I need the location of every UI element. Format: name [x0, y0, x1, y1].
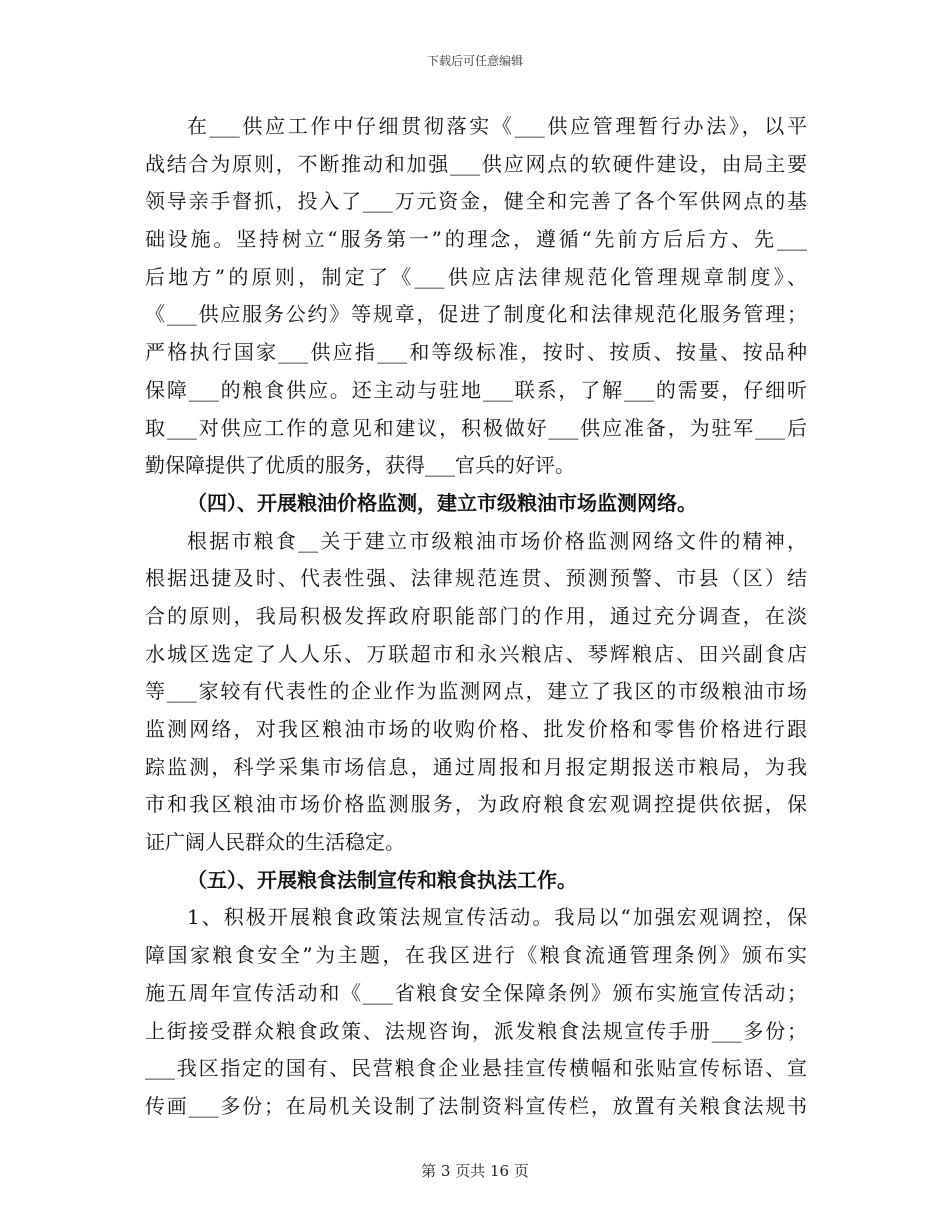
text-line: 证广阔人民群众的生活稳定。	[145, 830, 405, 855]
text-line: 监测网络，对我区粮油市场的收购价格、批发价格和零售价格进行跟	[145, 717, 807, 741]
page-footer: 第 3 页共 16 页	[421, 1162, 529, 1180]
text-line: 在___供应工作中仔细贯彻落实《___供应管理暂行办法》，以平	[187, 114, 807, 138]
text-line: ___我区指定的国有、民营粮食企业悬挂宣传横幅和张贴宣传标语、宣	[145, 1056, 807, 1081]
text-line: 踪监测，科学采集市场信息，通过周报和月报定期报送市粮局，为我	[145, 754, 807, 779]
text-line: 1、积极开展粮食政策法规宣传活动。我局以“加强宏观调控，保	[187, 905, 807, 930]
section-heading: （五）、开展粮食法制宣传和粮食执法工作。	[187, 867, 577, 892]
text-line: 传画___多份；在局机关设制了法制资料宣传栏，放置有关粮食法规书	[145, 1093, 807, 1118]
text-line: 市和我区粮油市场价格监测服务，为政府粮食宏观调控提供依据，保	[145, 792, 807, 817]
text-line: 上街接受群众粮食政策、法规咨询，派发粮食法规宣传手册___多份；	[145, 1018, 807, 1043]
text-line: 础设施。坚持树立“服务第一”的理念，遵循“先前方后后方、先___	[145, 227, 807, 252]
text-line: 领导亲手督抓，投入了___万元资金，健全和完善了各个军供网点的基	[145, 189, 807, 214]
text-line: 水城区选定了人人乐、万联超市和永兴粮店、琴辉粮店、田兴副食店	[145, 641, 807, 666]
text-line: 根据迅捷及时、代表性强、法律规范连贯、预测预警、市县（区）结	[145, 566, 807, 591]
text-line: 保障___的粮食供应。还主动与驻地___联系，了解___的需要，仔细听	[145, 377, 807, 402]
text-line: 障国家粮食安全”为主题，在我区进行《粮食流通管理条例》颁布实	[145, 943, 807, 968]
text-line: 严格执行国家___供应指___和等级标准，按时、按质、按量、按品种	[145, 340, 807, 365]
text-line: 后地方”的原则，制定了《___供应店法律规范化管理规章制度》、	[145, 264, 807, 289]
page-header: 下载后可任意编辑	[426, 54, 523, 68]
text-line: 取___对供应工作的意见和建议，积极做好___供应准备，为驻军___后	[145, 415, 807, 440]
document-body	[145, 108, 807, 1126]
text-line: 合的原则，我局积极发挥政府职能部门的作用，通过充分调查，在淡	[145, 603, 807, 628]
text-line: 战结合为原则，不断推动和加强___供应网点的软硬件建设，由局主要	[145, 151, 807, 176]
text-line: 根据市粮食__关于建立市级粮油市场价格监测网络文件的精神，	[187, 528, 807, 553]
text-line: 《___供应服务公约》等规章，促进了制度化和法律规范化服务管理；	[145, 302, 807, 327]
text-line: 施五周年宣传活动和《___省粮食安全保障条例》颁布实施宣传活动；	[145, 980, 807, 1005]
text-line: 等___家较有代表性的企业作为监测网点，建立了我区的市级粮油市场	[145, 679, 807, 704]
text-line: 勤保障提供了优质的服务，获得___官兵的好评。	[145, 453, 575, 478]
section-heading: （四）、开展粮油价格监测，建立市级粮油市场监测网络。	[187, 490, 697, 515]
